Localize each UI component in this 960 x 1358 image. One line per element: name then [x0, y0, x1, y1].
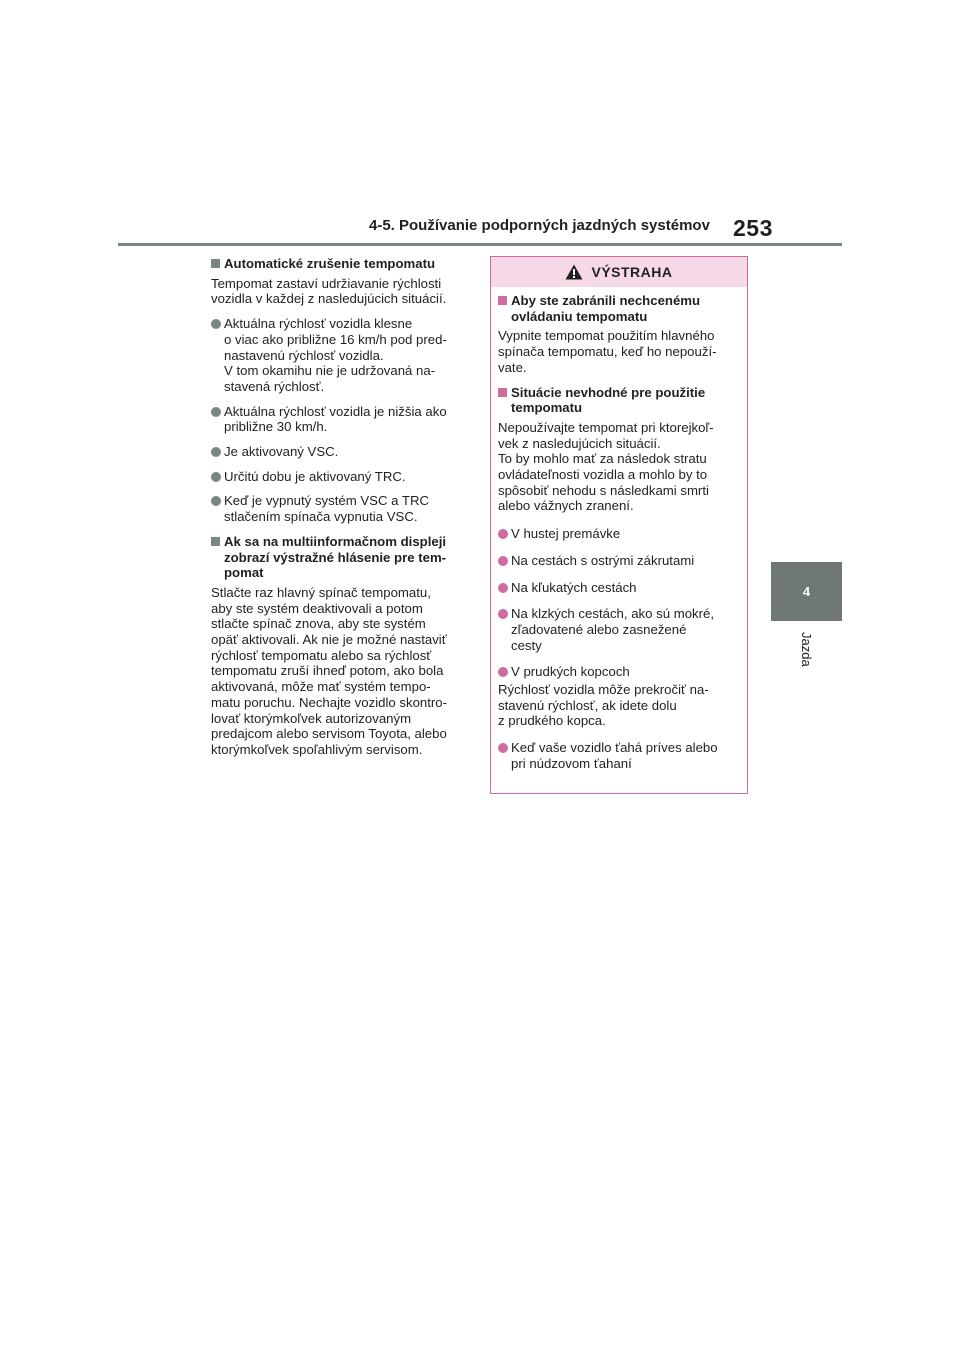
list-item: Na kľukatých cestách: [498, 580, 740, 596]
bullet-dot-icon: [211, 472, 221, 482]
bullet-dot-icon: [211, 447, 221, 457]
square-bullet-icon: [498, 388, 507, 397]
list-item: Keď vaše vozidlo ťahá príves alebo pri núdzovom ťahaní: [498, 740, 740, 771]
warning-body: [491, 287, 747, 772]
paragraph: Stlačte raz hlavný spínač tempomatu, aby ste systém deaktivovali a potom stlačte spínač znova, aby ste systém opäť aktivovali. Ak nie je možné nastaviť rýchlosť tempomatu alebo sa rýchlosť tempomatu zruší ihneď potom, ako bola aktivovaná, môže mať systém tempo- matu poruchu. Nechajte vozidlo skontro- lovať ktorýmkoľvek autorizovaným predajcom alebo servisom Toyota, alebo ktorýmkoľvek spoľahlivým servisom.: [211, 584, 448, 757]
list-item: Na klzkých cestách, ako sú mokré, zľadovatené alebo zasnežené cesty: [498, 606, 740, 653]
paragraph: Vypnite tempomat použitím hlavného spínača tempomatu, keď ho nepouží- vate.: [498, 328, 717, 375]
page-number: 253: [733, 215, 773, 241]
bullet-dot-icon: [498, 529, 508, 539]
list-item: Určitú dobu je aktivovaný TRC.: [211, 469, 469, 485]
header-divider: [118, 243, 842, 246]
paragraph: Tempomat zastaví udržiavanie rýchlosti vozidla v každej z nasledujúcich situácií.: [211, 275, 447, 307]
warning-header: [491, 257, 747, 287]
bullet-dot-icon: [211, 319, 221, 329]
list-item: Aktuálna rýchlosť vozidla je nižšia ako približne 30 km/h.: [211, 404, 469, 435]
chapter-tab: [771, 562, 842, 621]
square-bullet-icon: [498, 296, 507, 305]
list-item: Keď je vypnutý systém VSC a TRC stlačením spínača vypnutia VSC.: [211, 493, 469, 524]
bullet-dot-icon: [498, 667, 508, 677]
warning-title: VÝSTRAHA: [591, 264, 673, 280]
section-title: 4-5. Používanie podporných jazdných systémov: [369, 217, 710, 234]
section-heading-display-warning: Ak sa na multiinformačnom displeji zobrazí výstražné hlásenie pre tem- pomat: [211, 534, 469, 581]
list-item: Aktuálna rýchlosť vozidla klesne o viac ako približne 16 km/h pod pred- nastavenú rýchlosť vozidla. V tom okamihu nie je udržovaná na- stavená rýchlosť.: [211, 316, 469, 395]
warning-triangle-icon: [565, 264, 583, 280]
chapter-name: Jazda: [799, 632, 814, 667]
bullet-dot-icon: [211, 407, 221, 417]
list-item: V prudkých kopcoch: [498, 664, 740, 680]
paragraph: Rýchlosť vozidla môže prekročiť na- stavenú rýchlosť, ak idete dolu z prudkého kopca.: [498, 682, 709, 729]
list-item: V hustej premávke: [498, 526, 740, 542]
warning-heading: Aby ste zabránili nechcenému ovládaniu tempomatu: [498, 293, 740, 324]
chapter-number: 4: [802, 584, 811, 599]
square-bullet-icon: [211, 259, 220, 268]
list-item: Na cestách s ostrými zákrutami: [498, 553, 740, 569]
bullet-dot-icon: [498, 556, 508, 566]
warning-box: [490, 256, 748, 794]
bullet-dot-icon: [211, 496, 221, 506]
square-bullet-icon: [211, 537, 220, 546]
paragraph: Nepoužívajte tempomat pri ktorejkoľ- vek z nasledujúcich situácií. To by mohlo mať za následok stratu ovládateľnosti vozidla a mohlo by to spôsobiť nehodu s následkami smrti alebo vážnych zranení.: [498, 419, 714, 514]
bullet-dot-icon: [498, 609, 508, 619]
left-column: [211, 256, 469, 758]
list-item: Je aktivovaný VSC.: [211, 444, 469, 460]
bullet-dot-icon: [498, 583, 508, 593]
section-heading-auto-cancel: Automatické zrušenie tempomatu: [211, 256, 469, 272]
bullet-dot-icon: [498, 743, 508, 753]
warning-heading: Situácie nevhodné pre použitie tempomatu: [498, 385, 740, 416]
